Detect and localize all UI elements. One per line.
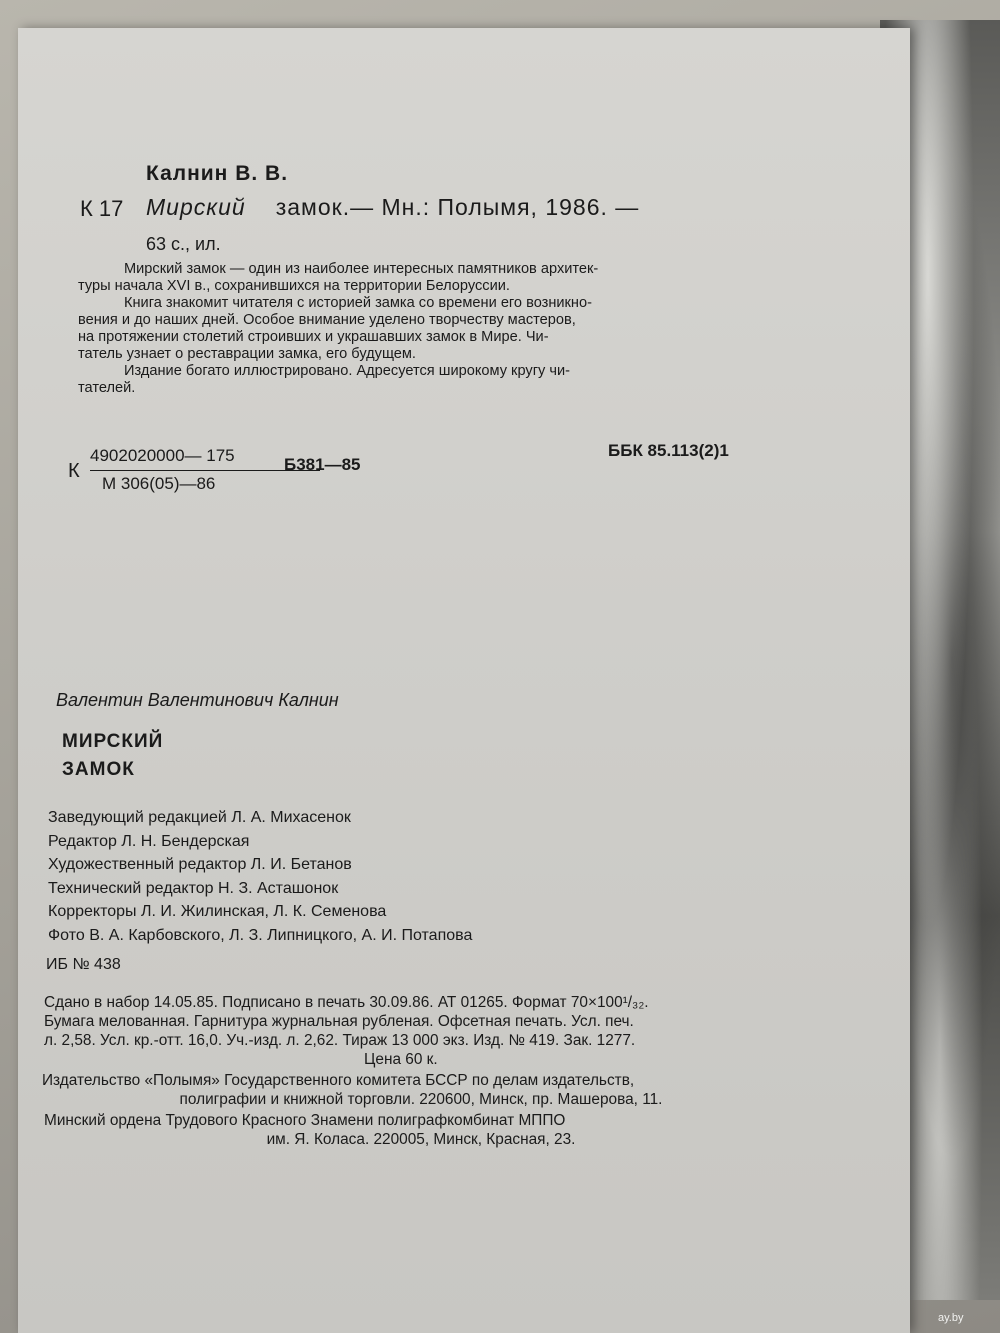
annotation-line: тателей. [78,380,136,396]
catalog-code: К 17 [80,196,124,221]
b-code: Б381—85 [284,455,361,474]
annotation-line: татель узнает о реставрации замка, его будущем. [78,346,416,362]
editorial-staff [48,806,472,947]
site-watermark: ay.by [938,1312,964,1324]
author-heading: Калнин В. В. [146,162,289,185]
title-line [146,194,639,221]
annotation-line: Книга знакомит читателя с историей замка со времени его возникно- [124,295,592,311]
publisher-line: полиграфии и книжной торговли. 220600, Минск, пр. Машерова, 11. [179,1091,663,1108]
title-word: Мирский [146,194,246,220]
ib-number: ИБ № 438 [46,956,121,973]
catalog-fraction [68,446,288,500]
printer-line: Минский ордена Трудового Красного Знамени полиграфкомбинат МППО [44,1112,566,1129]
page-count: 63 с., ил. [146,234,221,254]
staff-line: Редактор Л. Н. Бендерская [48,832,250,850]
fraction-numerator: 4902020000— 175 [90,446,235,465]
imprint-title-line2: ЗАМОК [62,759,135,780]
staff-line: Технический редактор Н. З. Асташонок [48,879,339,897]
annotation [78,261,778,397]
staff-line: Художественный редактор Л. И. Бетанов [48,856,352,873]
printer-info [44,1111,798,1149]
fraction-k-letter: К [68,460,80,482]
title-rest: замок.— Мн.: Полымя, 1986. — [275,194,640,220]
fraction-denominator: М 306(05)—86 [102,474,216,493]
annotation-line: Издание богато иллюстрировано. Адресуется широкому кругу чи- [124,363,570,379]
author-full-name: Валентин Валентинович Калнин [56,690,339,710]
print-line: Сдано в набор 14.05.85. Подписано в печать 30.09.86. АТ 01265. Формат 70×100¹/₃₂. [44,994,649,1011]
printer-line: им. Я. Коласа. 220005, Минск, Красная, 23. [266,1131,576,1148]
annotation-line: на протяжении столетий строивших и украшавших замок в Мире. Чи- [78,329,549,345]
print-line: Бумага мелованная. Гарнитура журнальная рубленая. Офсетная печать. Усл. печ. [44,1013,634,1030]
publisher-line: Издательство «Полымя» Государственного комитета БССР по делам издательств, [42,1072,635,1089]
annotation-line: туры начала XVI в., сохранившихся на территории Белоруссии. [78,278,510,294]
staff-line: Заведующий редакцией Л. А. Михасенок [48,809,351,826]
annotation-line: вения и до наших дней. Особое внимание уделено творчеству мастеров, [78,312,576,328]
annotation-line: Мирский замок — один из наиболее интересных памятников архитек- [124,261,599,277]
bbk-code: ББК 85.113(2)1 [608,441,729,460]
print-details [44,993,798,1069]
publisher-info [42,1071,800,1109]
price: Цена 60 к. [364,1051,438,1068]
staff-line: Фото В. А. Карбовского, Л. З. Липницкого, А. И. Потапова [48,926,473,944]
staff-line: Корректоры Л. И. Жилинская, Л. К. Семенова [48,903,387,920]
imprint-title-line1: МИРСКИЙ [62,731,164,752]
print-line: л. 2,58. Усл. кр.-отт. 16,0. Уч.-изд. л. 2,62. Тираж 13 000 экз. Изд. № 419. Зак. 1277. [44,1032,636,1049]
book-page [18,28,910,1333]
